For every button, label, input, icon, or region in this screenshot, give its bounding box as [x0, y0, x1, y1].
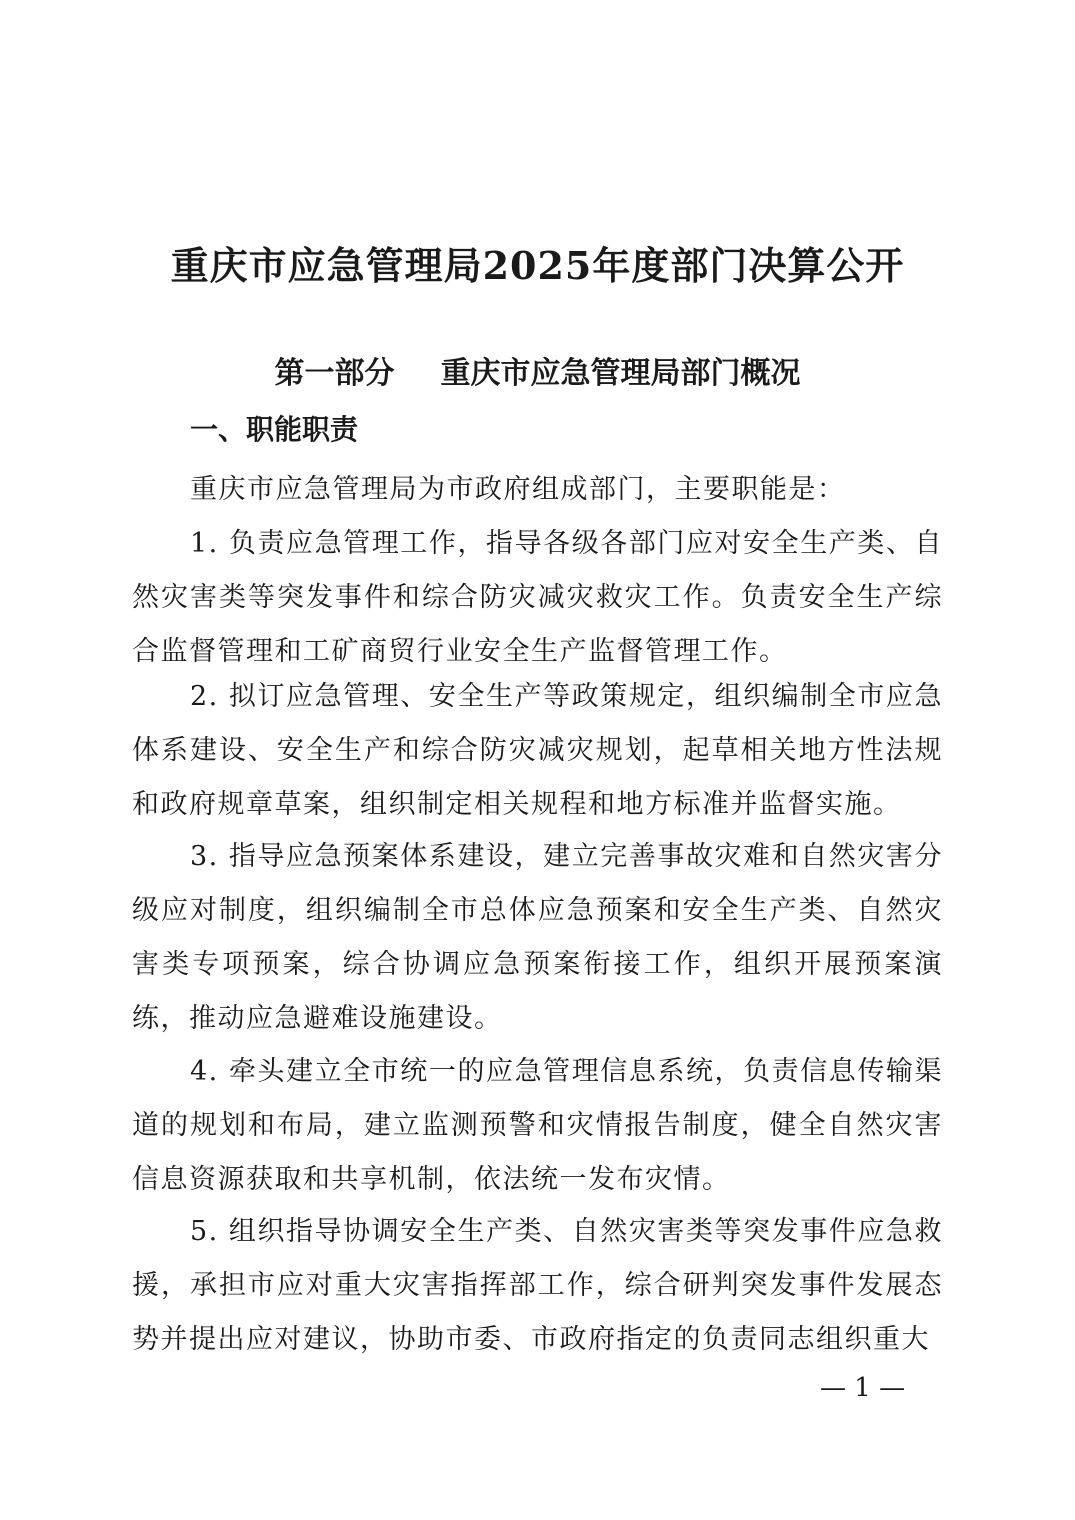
body-text-2	[132, 670, 943, 832]
paragraph-item-1: 1. 负责应急管理工作，指导各级各部门应对安全生产类、自然灾害类等突发事件和综合防灾减灾救灾工作。负责安全生产综合监督管理和工矿商贸行业安全生产监督管理工作。	[132, 528, 943, 667]
part-name: 重庆市应急管理局部门概况	[440, 356, 801, 391]
part-label: 第一部分	[274, 356, 395, 391]
paragraph-item-3: 3. 指导应急预案体系建设，建立完善事故灾难和自然灾害分级应对制度，组织编制全市总体应急预案和安全生产类、自然灾害类专项预案，综合协调应急预案衔接工作，组织开展预案演练，推动应急避难设施建设。	[132, 841, 943, 1034]
part-heading	[0, 352, 1075, 396]
paragraph-item-2: 2. 拟订应急管理、安全生产等政策规定，组织编制全市应急体系建设、安全生产和综合防灾减灾规划，起草相关地方性法规和政府规章草案，组织制定相关规程和地方标准并监督实施。	[132, 681, 943, 820]
document-title: 重庆市应急管理局2025年度部门决算公开	[170, 243, 905, 288]
page-number: — 1 —	[820, 1373, 906, 1403]
body-text-3	[132, 830, 943, 1046]
paragraph-item-5: 5. 组织指导协调安全生产类、自然灾害类等突发事件应急救援，承担市应对重大灾害指挥部工作，综合研判突发事件发展态势并提出应对建议，协助市委、市政府指定的负责同志组织重大	[132, 1216, 943, 1355]
paragraph-intro: 重庆市应急管理局为市政府组成部门，主要职能是：	[190, 474, 846, 505]
body-text-5	[132, 1205, 943, 1367]
body-text-4	[132, 1045, 943, 1207]
paragraph-item-4: 4. 牵头建立全市统一的应急管理信息系统，负责信息传输渠道的规划和布局，建立监测预警和灾情报告制度，健全自然灾害信息资源获取和共享机制，依法统一发布灾情。	[132, 1056, 943, 1195]
body-text	[132, 463, 943, 679]
section-heading: 一、职能职责	[190, 413, 359, 446]
